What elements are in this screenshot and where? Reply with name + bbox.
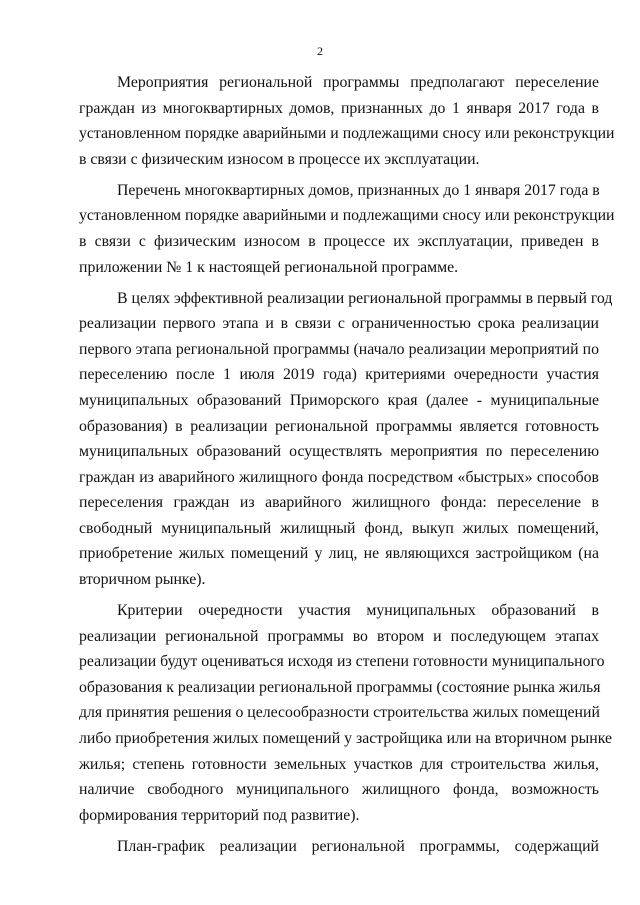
page-number: 2 [317, 44, 323, 58]
paragraph-4-line-7: жилья; степень готовности земельных участков для строительства жилья, [79, 755, 599, 773]
paragraph-3-line-6: образования) в реализации региональной программы является готовность [79, 417, 599, 435]
paragraph-4-line-6: либо приобретения жилых помещений у застройщика или на вторичном рынке [79, 730, 613, 748]
paragraph-3-line-3: первого этапа региональной программы (начало реализации мероприятий по [79, 340, 599, 358]
paragraph-4-line-8: наличие свободного муниципального жилищного фонда, возможность [79, 781, 599, 799]
document-body [79, 70, 615, 859]
paragraph-2-line-1: Перечень многоквартирных домов, признанных до 1 января 2017 года в [117, 181, 600, 199]
paragraph-2-line-3: в связи с физическим износом в процессе их эксплуатации, приведен в [79, 232, 599, 250]
paragraph-3-line-2: реализации первого этапа и в связи с ограниченностью срока реализации [79, 315, 599, 333]
paragraph-4-line-3: реализации будут оцениваться исходя из степени готовности муниципального [79, 653, 605, 671]
paragraph-3-line-10: свободный муниципальный жилищный фонд, выкуп жилых помещений, [79, 519, 599, 537]
paragraph-1-line-2: граждан из многоквартирных домов, признанных до 1 января 2017 года в [79, 99, 599, 117]
paragraph-1-line-3: установленном порядке аварийными и подлежащими сносу или реконструкции [79, 125, 615, 143]
paragraph-4-line-9: формирования территорий под развитие). [79, 806, 360, 824]
paragraph-3-line-1: В целях эффективной реализации региональной программы в первый год [117, 289, 613, 307]
paragraph-1-line-4: в связи с физическим износом в процессе их эксплуатации. [79, 150, 480, 168]
paragraph-1-line-1: Мероприятия региональной программы предполагают переселение [117, 74, 599, 91]
paragraph-4-line-2: реализации региональной программы во втором и последующем этапах [79, 627, 599, 645]
paragraph-3-line-11: приобретение жилых помещений у лиц, не являющихся застройщиком (на [79, 545, 599, 563]
paragraph-4-line-1: Критерии очередности участия муниципальных образований в [117, 602, 599, 620]
paragraph-5-line-1: План-график реализации региональной программы, содержащий [117, 837, 599, 855]
paragraph-3-line-9: переселения граждан из аварийного жилищного фонда: переселение в [79, 494, 599, 512]
paragraph-4-line-4: образования к реализации региональной программы (состояние рынка жилья [79, 678, 601, 696]
paragraph-2-line-4: приложении № 1 к настоящей региональной программе. [79, 258, 459, 276]
paragraph-4-line-5: для принятия решения о целесообразности строительства жилых помещений [79, 704, 600, 722]
paragraph-3-line-7: муниципальных образований осуществлять мероприятия по переселению [79, 443, 599, 461]
paragraph-3-line-4: переселению после 1 июля 2019 года) критериями очередности участия [79, 366, 599, 384]
paragraph-2-line-2: установленном порядке аварийными и подлежащими сносу или реконструкции [79, 207, 615, 225]
paragraph-3-line-5: муниципальных образований Приморского края (далее - муниципальные [79, 391, 599, 409]
paragraph-3-line-12: вторичном рынке). [79, 571, 206, 589]
paragraph-3-line-8: граждан из аварийного жилищного фонда посредством «быстрых» способов [79, 468, 599, 486]
